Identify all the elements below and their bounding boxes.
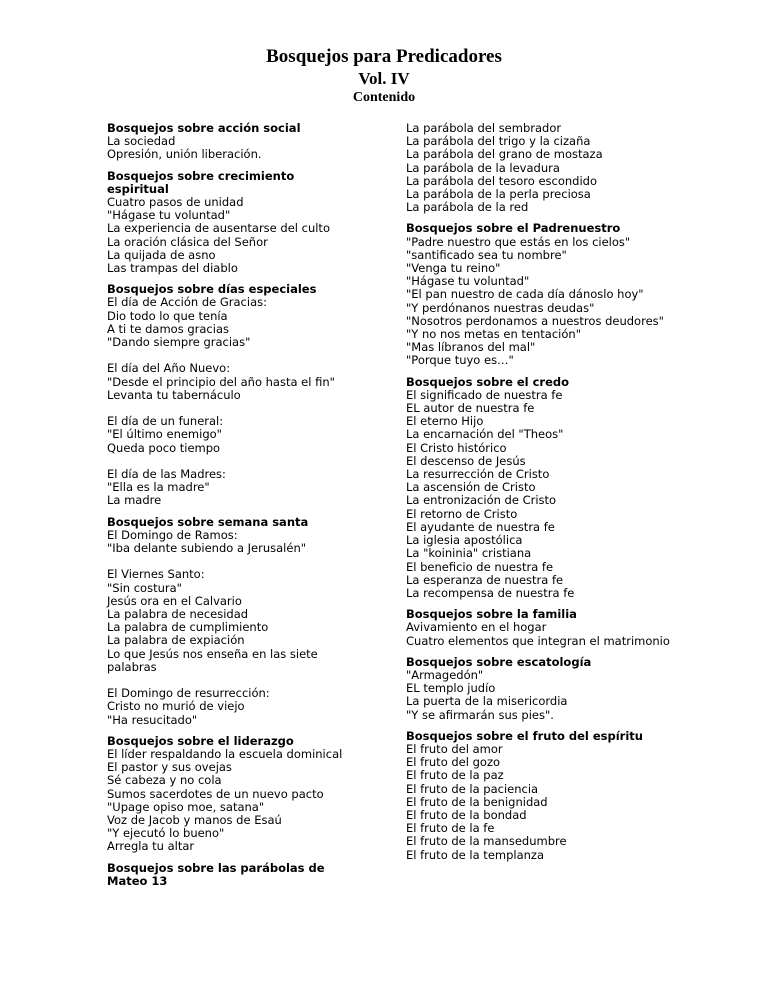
toc-entry: "Mas líbranos del mal" [406,340,536,355]
toc-entry: La resurrección de Cristo [406,467,550,482]
toc-entry: La palabra de expiación [107,633,245,648]
toc-entry: Arregla tu altar [107,839,195,854]
left-column [107,122,357,896]
section-heading: Bosquejos sobre la familia [406,607,577,622]
toc-entry: La puerta de la misericordia [406,694,568,709]
toc-entry: El fruto de la paz [406,768,504,783]
toc-section [406,122,696,214]
toc-entry: El fruto del amor [406,741,503,756]
toc-entry: El fruto de la templanza [406,847,545,862]
toc-entry: "Padre nuestro que estás en los cielos" [406,234,631,249]
toc-entry: La parábola del trigo y la cizaña [406,134,591,149]
toc-entry: Dio todo lo que tenía [107,308,228,323]
toc-entry: La experiencia de ausentarse del culto [107,221,330,236]
toc-entry: A ti te damos gracias [107,321,229,336]
section-heading: Bosquejos sobre el fruto del espíritu [406,728,643,743]
toc-entry: Opresión, unión liberación. [107,147,262,162]
toc-entry: La parábola del tesoro escondido [406,173,598,188]
toc-entry: El pastor y sus ovejas [107,760,232,775]
toc-section [107,862,357,888]
toc-entry: El fruto de la fe [406,821,495,836]
toc-entry: La esperanza de nuestra fe [406,572,564,587]
section-heading: Bosquejos sobre el credo [406,374,570,389]
section-heading: Bosquejos sobre acción social [107,121,301,135]
toc-section [406,730,696,862]
toc-entry: El día del Año Nuevo: [107,361,231,376]
toc-entry: EL templo judío [406,681,496,696]
toc-entry: La "koininia" cristiana [406,546,532,561]
volume-label: Vol. IV [358,69,410,88]
toc-section [406,656,696,722]
toc-entry: El día de las Madres: [107,467,226,482]
toc-entry: El significado de nuestra fe [406,387,563,402]
toc-entry: Avivamiento en el hogar [406,620,547,635]
toc-entry: La ascensión de Cristo [406,480,536,495]
toc-entry: Voz de Jacob y manos de Esaú [107,813,282,828]
toc-section [107,122,357,162]
toc-entry: El Domingo de Ramos: [107,527,238,542]
toc-entry: EL autor de nuestra fe [406,401,535,416]
toc-entry: El descenso de Jesús [406,453,526,468]
toc-entry: "Hágase tu voluntad" [107,208,231,223]
toc-entry: El beneficio de nuestra fe [406,559,554,574]
toc-entry: El fruto del gozo [406,755,501,770]
toc-entry: "Ella es la madre" [107,480,210,495]
toc-entry: "Porque tuyo es…" [406,353,514,368]
toc-entry: El día de un funeral: [107,414,224,429]
toc-section [107,735,357,854]
toc-entry: Sé cabeza y no cola [107,773,222,788]
toc-entry: Las trampas del diablo [107,261,238,276]
toc-entry: El ayudante de nuestra fe [406,519,555,534]
toc-entry: Levanta tu tabernáculo [107,387,241,402]
toc-section [406,376,696,600]
toc-entry: Sumos sacerdotes de un nuevo pacto [107,786,324,801]
toc-section [107,170,357,276]
toc-entry: Cuatro pasos de unidad [107,195,244,210]
right-column [406,122,696,870]
toc-entry: La parábola de la perla preciosa [406,187,591,202]
toc-entry: El Cristo histórico [406,440,507,455]
toc-entry: "Dando siempre gracias" [107,335,251,350]
toc-entry: Jesús ora en el Calvario [107,593,242,608]
toc-entry: "santificado sea tu nombre" [406,247,567,262]
toc-entry: La iglesia apostólica [406,533,523,548]
toc-entry: El eterno Hijo [406,414,484,429]
toc-entry: Lo que Jesús nos enseña en las siete palabras [107,646,318,674]
contents-label: Contenido [352,90,416,105]
toc-entry: El fruto de la benignidad [406,794,548,809]
toc-entry: "Desde el principio del año hasta el fin" [107,374,335,389]
toc-entry: La sociedad [107,134,176,149]
toc-entry: El líder respaldando la escuela dominical [107,747,343,762]
toc-entry: "Nosotros perdonamos a nuestros deudores" [406,313,664,328]
toc-entry: "El último enemigo" [107,427,222,442]
toc-entry: Queda poco tiempo [107,440,221,455]
toc-entry: El retorno de Cristo [406,506,518,521]
toc-entry: La recompensa de nuestra fe [406,585,575,600]
toc-entry: "Venga tu reino" [406,261,501,276]
toc-entry: La madre [107,493,162,508]
toc-entry: "Iba delante subiendo a Jerusalén" [107,541,307,556]
toc-entry: "Y ejecutó lo bueno" [107,826,225,841]
toc-entry: La oración clásica del Señor [107,234,268,249]
toc-entry: "Hágase tu voluntad" [406,274,530,289]
document-title: Bosquejos para Predicadores [266,46,502,67]
toc-entry: La parábola del grano de mostaza [406,147,603,162]
toc-entry: "Upage opiso moe, satana" [107,799,265,814]
toc-section [406,608,696,648]
section-heading: Bosquejos sobre el Padrenuestro [406,221,621,236]
section-heading: Bosquejos sobre días especiales [107,282,317,297]
toc-entry: La encarnación del "Theos" [406,427,564,442]
toc-entry: La entronización de Cristo [406,493,557,508]
toc-entry: El Viernes Santo: [107,567,205,582]
toc-entry: El Domingo de resurrección: [107,686,270,701]
toc-entry: El fruto de la mansedumbre [406,834,567,849]
toc-section [107,516,357,727]
toc-entry: La palabra de cumplimiento [107,620,269,635]
toc-section [406,222,696,367]
section-heading: Bosquejos sobre escatología [406,654,592,669]
section-heading: Bosquejos sobre crecimiento espiritual [107,168,295,196]
toc-entry: "Sin costura" [107,580,182,595]
toc-entry: "Y perdónanos nuestras deudas" [406,300,595,315]
toc-entry: La palabra de necesidad [107,607,249,622]
section-heading: Bosquejos sobre semana santa [107,514,309,529]
section-heading: Bosquejos sobre el liderazgo [107,733,294,748]
toc-entry: El día de Acción de Gracias: [107,295,267,310]
toc-entry: Cuatro elementos que integran el matrimonio [406,633,670,648]
toc-entry: El fruto de la paciencia [406,781,539,796]
toc-entry: La parábola de la levadura [406,160,560,175]
toc-entry: La parábola de la red [406,200,529,215]
toc-entry: "Armagedón" [406,667,484,682]
toc-section [107,283,357,507]
toc-entry: La parábola del sembrador [406,121,562,135]
toc-entry: Cristo no murió de viejo [107,699,245,714]
toc-entry: El fruto de la bondad [406,807,527,822]
toc-entry: La quijada de asno [107,247,216,262]
toc-entry: "Y no nos metas en tentación" [406,327,581,342]
section-heading: Bosquejos sobre las parábolas de Mateo 13 [107,860,325,888]
toc-entry: "Ha resucitado" [107,712,198,727]
toc-entry: "Y se afirmarán sus pies". [406,707,554,722]
toc-entry: "El pan nuestro de cada día dánoslo hoy" [406,287,644,302]
